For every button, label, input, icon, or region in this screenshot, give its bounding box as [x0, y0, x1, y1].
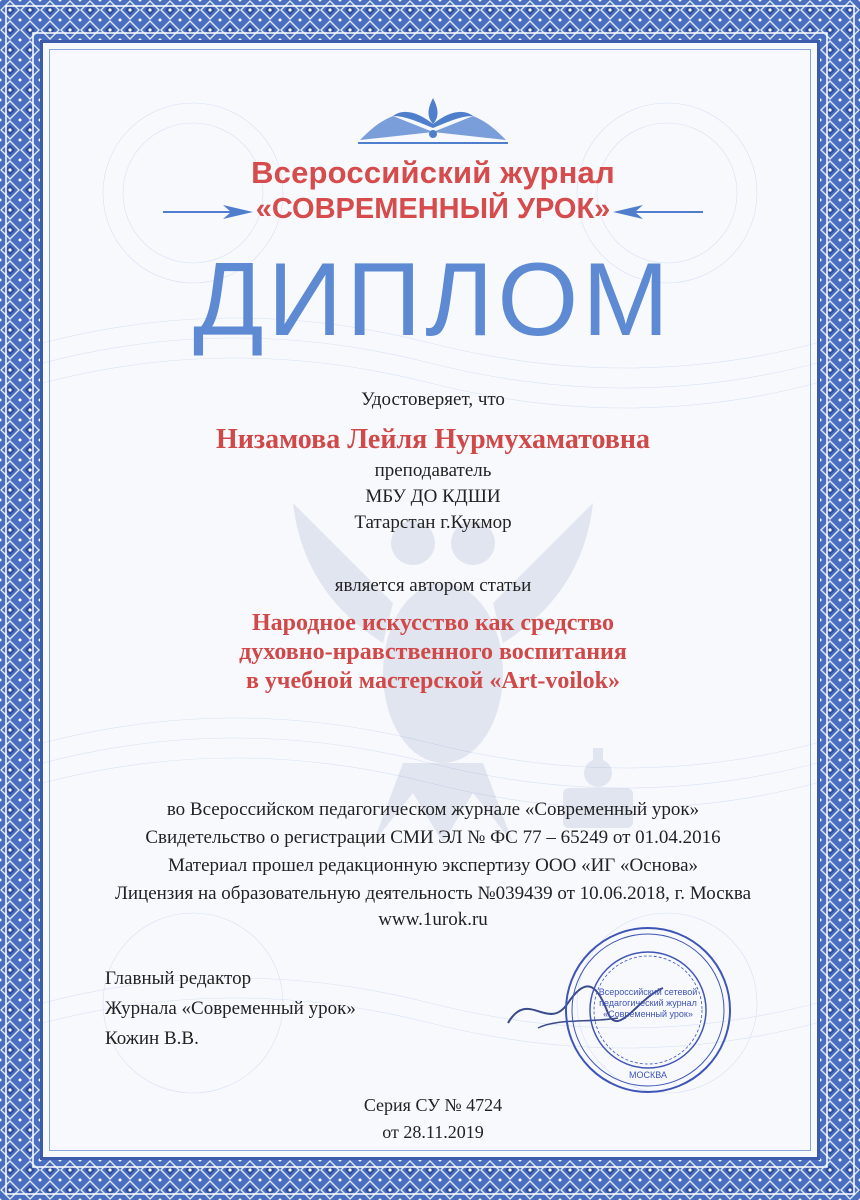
seal-text-line3: «Современный урок»	[603, 1009, 693, 1019]
journal-name-line1: Всероссийский журнал	[251, 155, 615, 190]
article-title-line1: Народное искусство как средство	[251, 610, 615, 636]
seal-city: МОСКВА	[629, 1070, 667, 1080]
recipient-name: Низамова Лейля Нурмухаматовна	[215, 424, 651, 455]
info-website: www.1urok.ru	[378, 909, 488, 930]
issue-date: от 28.11.2019	[382, 1122, 484, 1142]
seal-text-line1: Всероссийский сетевой	[598, 987, 698, 997]
certifies-text: Удостоверяет, что	[361, 389, 505, 410]
info-license: Лицензия на образовательную деятельность №039439 от 10.06.2018, г. Москва	[114, 883, 752, 904]
seal-text-line2: педагогический журнал	[599, 998, 697, 1008]
recipient-position: преподаватель	[374, 460, 492, 481]
info-journal: во Всероссийском педагогическом журнале «Современный урок»	[166, 799, 700, 820]
diploma-body	[40, 40, 820, 1160]
top-ornament-icon	[358, 98, 508, 146]
editor-journal: Журнала «Современный урок»	[105, 998, 356, 1019]
recipient-organization: МБУ ДО КДШИ	[365, 486, 501, 507]
editor-name: Кожин В.В.	[105, 1028, 199, 1049]
series-number: Серия СУ № 4724	[363, 1095, 503, 1115]
article-title-line3: в учебной мастерской «Art-voilok»	[245, 668, 621, 694]
info-registration: Свидетельство о регистрации СМИ ЭЛ № ФС 77 – 65249 от 01.04.2016	[145, 827, 721, 848]
author-text: является автором статьи	[334, 575, 532, 596]
official-seal	[563, 925, 733, 1095]
journal-name-line2: «СОВРЕМЕННЫЙ УРОК»	[255, 193, 611, 225]
diploma-title: ДИПЛОМ	[193, 242, 673, 358]
article-title-line2: духовно-нравственного воспитания	[239, 639, 627, 665]
right-arrow-ornament-icon	[613, 203, 703, 221]
recipient-location: Татарстан г.Кукмор	[354, 512, 512, 533]
info-expertise: Материал прошел редакционную экспертизу ООО «ИГ «Основа»	[167, 855, 699, 876]
editor-title: Главный редактор	[105, 968, 252, 989]
